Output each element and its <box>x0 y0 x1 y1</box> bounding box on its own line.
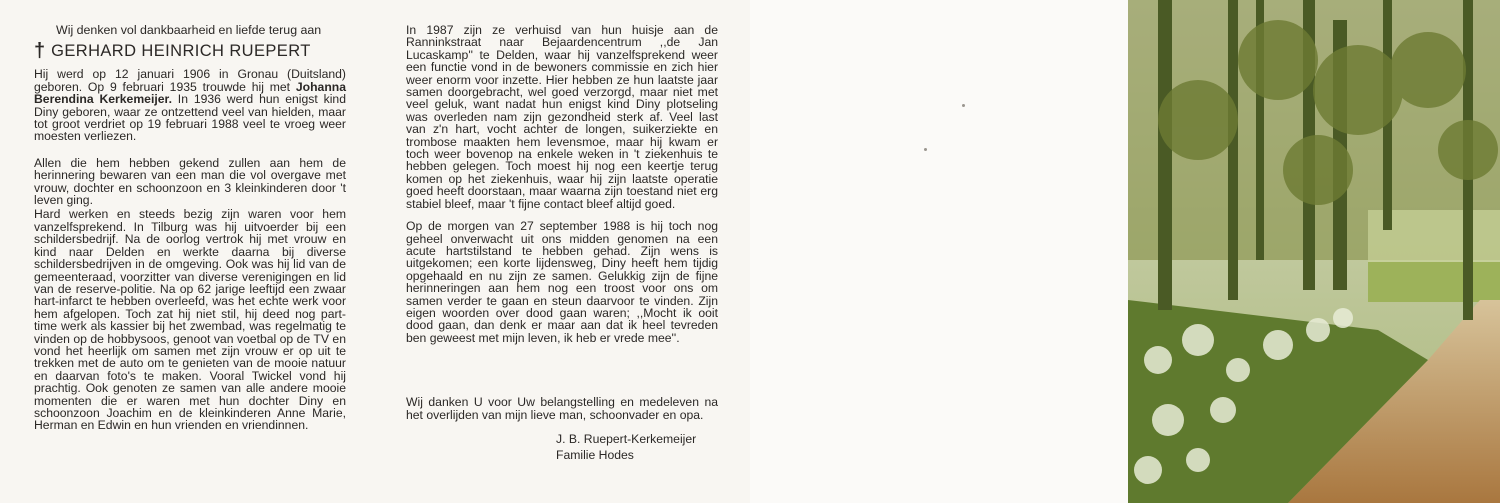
name-heading <box>34 40 346 63</box>
signature-family: Familie Hodes <box>556 447 634 462</box>
paragraph-passing: Op de morgen van 27 september 1988 is hij toch nog geheel onverwacht uit ons midden genomen na een acute hartstilstand te hebben gehad. Zijn wens is uitgekomen; een korte lijdensweg, Diny heeft hem tijdig opgehaald en nu zijn ze samen. Gelukkig zijn de fijne herinneringen aan hem nog een troost voor ons om samen verder te gaan en steun daarvoor te vinden. Zijn eigen woorden over dood gaan waren; ,,Mocht ik ooit dood gaan, dan denk er maar aan dat ik heel tevreden ben geweest met mijn leven, ik heb er vrede mee''. <box>406 219 718 345</box>
paragraph-work: Hard werken en steeds bezig zijn waren voor hem vanzelfsprekend. In Tilburg was hij uitvoerder bij een schildersbedrijf. Na de oorlog vertrok hij met vrouw en kind naar Delden en werkte daarna bij diverse schildersbedrijven in de omgeving. Ook was hij lid van de gemeenteraad, voorzitter van diverse verenigingen en lid van de reserve-politie. Na op 62 jarige leeftijd een zwaar hart-infarct te hebben overleefd, was het echte werk voor hem afgelopen. Toch zat hij niet stil, hij deed nog part-time werk als kassier bij het zwembad, was regelmatig te vinden op de hobbysoos, genoot van voetbal op de TV en vond het heerlijk om samen met zijn vrouw er op uit te trekken met de auto om te genieten van de mooie natuur en daarvan foto's te maken. Vooral Twickel vond hij prachtig. Ook genoten ze samen van alle andere mooie momenten die er waren met hun dochter Diny en schoonzoon Joachim en de kleinkinderen Anne Marie, Herman en Edwin en hun vrienden en vriendinnen. <box>34 207 346 433</box>
nature-photo <box>1128 0 1500 503</box>
intro-line: Wij denken vol dankbaarheid en liefde terug aan <box>56 23 322 37</box>
cross-icon: † <box>34 40 46 63</box>
paragraph-move: In 1987 zijn ze verhuisd van hun huisje aan de Ranninkstraat naar Bejaardencentrum ,,de Jan Lucaskamp'' te Delden, waar hij vanzelfsprekend weer een functie vond in de bewoners commissie en zich hier weer enorm voor inzette. Hier hebben ze hun laatste jaar samen doorgebracht, wel goed verzorgd, maar niet met veel geluk, want nadat hun enigst kind Diny plotseling was overleden nam zijn gezondheid sterk af. Veel last van z'n hart, vocht achter de longen, suikerziekte en trombose maakten hem levensmoe, maar hij kwam er toch weer bovenop na enkele weken in 't ziekenhuis te hebben gelegen. Toch moest hij nog een keertje terug komen op het ziekenhuis, waar hij zijn laatste operatie goed heeft doorstaan, maar waarna zijn toestand niet erg stabiel bleef, maar 't fijne contact bleef altijd goed. <box>406 23 718 211</box>
paragraph-birth <box>34 68 346 142</box>
paper-speck <box>924 148 927 151</box>
spouse-name: Johanna Berendina Kerkemeijer. <box>34 79 346 107</box>
left-text-column <box>34 24 346 442</box>
paragraph-memory: Allen die hem hebben gekend zullen aan hem de herinnering bewaren van een man die vol overgave met vrouw, dochter en schoonzoon en 3 kleinkinderen door 't leven ging. <box>34 155 346 208</box>
right-text-column <box>406 24 718 463</box>
deceased-name: GERHARD HEINRICH RUEPERT <box>51 42 311 61</box>
forest-path-illustration <box>1128 0 1500 503</box>
signatures <box>556 431 718 463</box>
signature-widow: J. B. Ruepert-Kerkemeijer <box>556 431 697 446</box>
paragraph-birth-text-b: In 1936 werd hun enigst kind Diny geboren, waar ze ontzettend veel van hielden, maar tot groot verdriet op 19 februari 1988 veel te vroeg weer moesten verliezen. <box>34 92 346 144</box>
paragraph-birth-text-a: Hij werd op 12 januari 1906 in Gronau (Duitsland) geboren. Op 9 februari 1935 trouwde hij met <box>34 67 346 94</box>
blank-inner-panel <box>750 0 1128 503</box>
paper-speck <box>962 104 965 107</box>
thanks-paragraph: Wij danken U voor Uw belangstelling en medeleven na het overlijden van mijn lieve man, schoonvader en opa. <box>406 395 718 422</box>
